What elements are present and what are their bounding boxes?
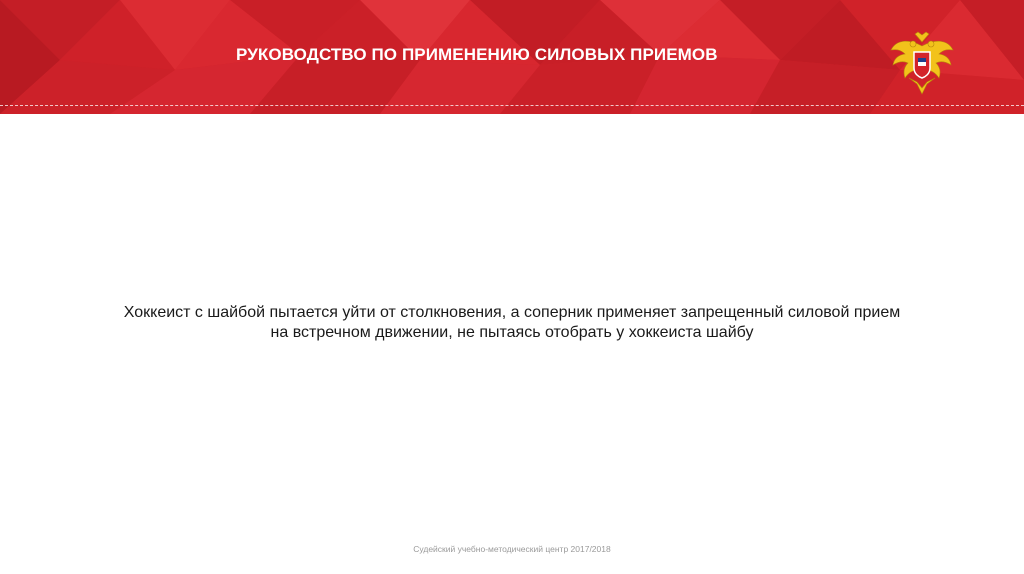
footer-caption: Судейский учебно-методический центр 2017/2018: [413, 544, 611, 554]
description-line-2: на встречном движении, не пытаясь отобрать у хоккеиста шайбу: [270, 324, 754, 341]
header-banner: [0, 0, 1024, 114]
page-title: РУКОВОДСТВО ПО ПРИМЕНЕНИЮ СИЛОВЫХ ПРИЕМОВ: [236, 45, 718, 64]
russian-eagle-emblem-icon: [887, 28, 957, 98]
slide-description: [0, 303, 1024, 343]
description-line-1: Хоккеист с шайбой пытается уйти от столкновения, а соперник применяет запрещенный силовой прием: [123, 304, 901, 321]
header-dashed-divider: [0, 105, 1024, 106]
